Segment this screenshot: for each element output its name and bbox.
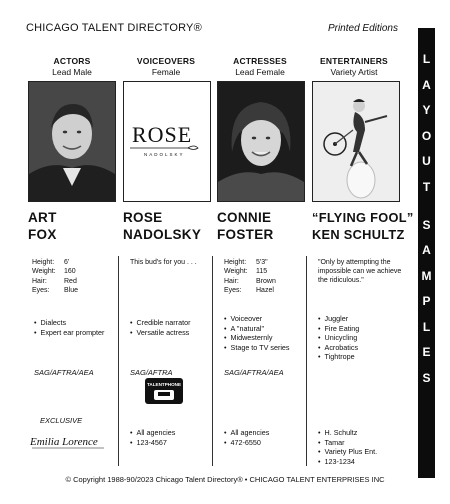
sidebar-letter: M (421, 268, 432, 283)
union-connie-foster: SAG/AFTRA/AEA (224, 368, 284, 377)
name-line: ART (28, 210, 57, 225)
skill-item: • Unicycling (318, 333, 359, 343)
blurb-rose-nadolsky: This bud's for you . . . (130, 259, 197, 266)
name-line: FOSTER (217, 227, 274, 242)
talentphone-logo-graphic (145, 378, 183, 404)
blurb-ken-schultz: "Only by attempting the impossible can we achieve the ridiculous." (318, 259, 402, 284)
stats-art-fox (32, 258, 78, 296)
sidebar-letter: E (422, 345, 431, 360)
directory-title: CHICAGO TALENT DIRECTORY® (26, 22, 202, 34)
column-header-actresses (218, 56, 302, 77)
skill-item: • Dialects (34, 318, 104, 328)
column-divider (212, 256, 213, 466)
sidebar-letter: S (422, 370, 431, 385)
stat-row: Weight: 115 (224, 268, 268, 276)
contact-item: • All agencies (224, 428, 269, 438)
skill-item: • Credible narrator (130, 318, 190, 328)
category-label: ENTERTAINERS (320, 56, 388, 66)
exclusive-label: EXCLUSIVE (40, 416, 83, 425)
column-header-entertainers (312, 56, 396, 77)
rose-logo-graphic (124, 82, 210, 201)
skill-item: • A "natural" (224, 324, 290, 334)
contacts-rose-nadolsky (130, 428, 175, 447)
category-label: VOICEOVERS (136, 56, 196, 66)
skills-connie-foster (224, 314, 290, 352)
contact-item: • 123-1234 (318, 457, 377, 467)
sidebar-letter: S (422, 217, 431, 232)
contact-item: • 472-6550 (224, 438, 269, 448)
copyright-footer: © Copyright 1988-90/2023 Chicago Talent Directory® • CHICAGO TALENT ENTERPRISES INC (65, 475, 385, 484)
skills-art-fox (34, 318, 104, 337)
column-divider (306, 256, 307, 466)
contact-item: • H. Schultz (318, 428, 377, 438)
sidebar-letter: A (422, 243, 431, 258)
skill-item: • Tightrope (318, 352, 359, 362)
performer-name-connie-foster (217, 209, 274, 243)
skill-item: • Acrobatics (318, 343, 359, 353)
stat-row: Eyes: Blue (32, 287, 79, 295)
skill-item: • Juggler (318, 314, 359, 324)
sidebar-letter: O (421, 128, 432, 143)
layout-samples-sidebar (418, 28, 435, 478)
subcategory-label: Lead Male (52, 67, 92, 77)
skill-item: • Fire Eating (318, 324, 359, 334)
rose-logo-main: ROSE (132, 122, 193, 147)
name-line: “FLYING FOOL” (312, 210, 414, 225)
skill-item: • Versatile actress (130, 328, 190, 338)
name-line: FOX (28, 227, 57, 242)
agency-logo-emilia-lorence (28, 430, 110, 452)
stat-row: Hair: Brown (224, 277, 276, 285)
contacts-ken-schultz (318, 428, 377, 466)
subcategory-label: Lead Female (235, 67, 285, 77)
subcategory-label: Female (151, 67, 181, 77)
union-rose-nadolsky: SAG/AFTRA (130, 368, 173, 377)
talentphone-logo (145, 378, 183, 404)
contacts-connie-foster (224, 428, 269, 447)
performer-name-rose-nadolsky (123, 209, 201, 243)
stats-connie-foster (224, 258, 276, 296)
sidebar-letter: L (422, 319, 431, 334)
sidebar-letter: Y (422, 103, 431, 117)
skills-rose-nadolsky (130, 318, 190, 337)
sidebar-letter: T (422, 179, 431, 194)
skill-item: • Midwesternly (224, 333, 290, 343)
contact-item: • 123-4567 (130, 438, 175, 448)
agency-logo-graphic (28, 430, 110, 452)
headshot-image (29, 82, 115, 201)
sidebar-letter: A (422, 77, 431, 92)
union-art-fox: SAG/AFTRA/AEA (34, 368, 94, 377)
stat-row: Weight: 160 (32, 268, 76, 276)
logo-rose-nadolsky (123, 81, 211, 202)
contact-item: • Variety Plus Ent. (318, 447, 377, 457)
rose-logo-sub: NADOLSKY (144, 152, 185, 157)
column-header-voiceovers (124, 56, 208, 77)
name-line: NADOLSKY (123, 227, 202, 242)
contact-item: • Tamar (318, 438, 377, 448)
performer-name-ken-schultz (312, 209, 414, 243)
category-label: ACTRESSES (233, 56, 287, 66)
stat-row: Hair: Red (32, 277, 77, 285)
skills-ken-schultz (318, 314, 359, 362)
stat-row: Eyes: Hazel (224, 287, 274, 295)
name-line: KEN SCHULTZ (312, 227, 405, 242)
performer-image (313, 82, 399, 201)
sidebar-letter: L (422, 52, 431, 66)
skill-item: • Expert ear prompter (34, 328, 104, 338)
talentphone-text: TALENTPHONE (146, 382, 182, 387)
subcategory-label: Variety Artist (330, 67, 378, 77)
sidebar-letter: U (422, 154, 431, 168)
headshot-art-fox (28, 81, 116, 202)
photo-flying-fool (312, 81, 400, 202)
skill-item: • Voiceover (224, 314, 290, 324)
sidebar-letter: P (422, 294, 431, 309)
column-divider (118, 256, 119, 466)
headshot-image (218, 82, 304, 201)
column-header-actors (30, 56, 114, 77)
skill-item: • Stage to TV series (224, 343, 290, 353)
stat-row: Height: 5'3" (224, 259, 268, 266)
agency-logo-text: Emilia Lorence (30, 436, 98, 448)
edition-label: Printed Editions (327, 23, 398, 34)
category-label: ACTORS (53, 56, 91, 66)
name-line: CONNIE (217, 210, 272, 225)
stat-row: Height: 6' (32, 259, 70, 266)
name-line: ROSE (123, 210, 163, 225)
headshot-connie-foster (217, 81, 305, 202)
performer-name-art-fox (28, 209, 57, 243)
contact-item: • All agencies (130, 428, 175, 438)
